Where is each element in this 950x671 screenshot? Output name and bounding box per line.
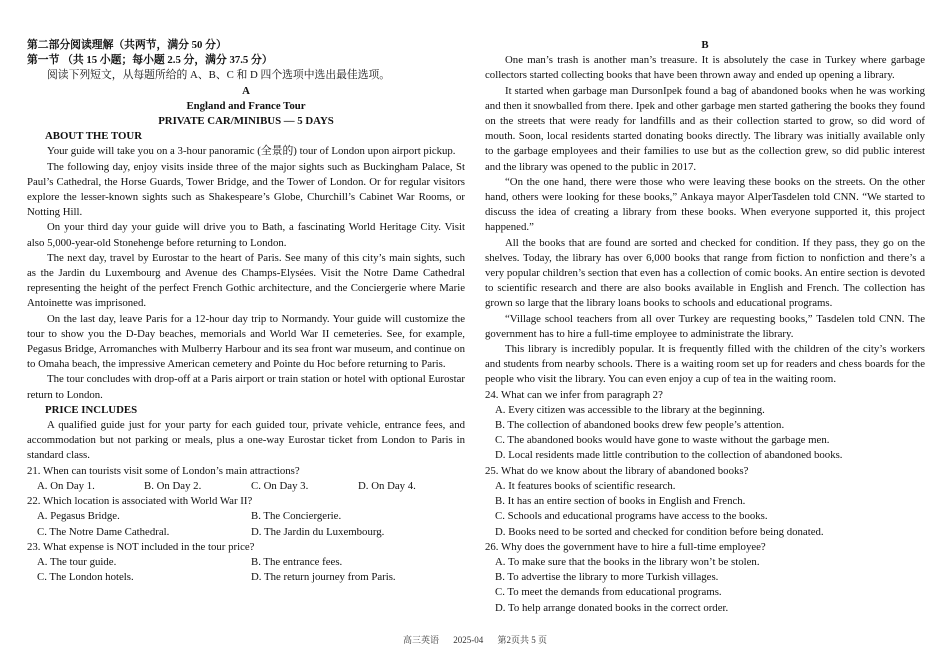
option[interactable]: C. Schools and educational programs have access to the books. <box>495 510 768 523</box>
footer-subject: 高三英语 <box>402 635 439 645</box>
option[interactable]: D. Books need to be sorted and checked for condition before being donated. <box>495 525 824 538</box>
option[interactable]: B. To advertise the library to more Turkish villages. <box>495 571 719 584</box>
footer-page: 第2页共 5 页 <box>497 635 548 645</box>
question-23-options-row2 <box>27 570 465 585</box>
option[interactable]: A. Pegasus Bridge. <box>37 510 120 523</box>
option[interactable]: D. On Day 4. <box>358 479 416 492</box>
question-22-options-row2 <box>27 525 465 540</box>
option[interactable]: D. The Jardin du Luxembourg. <box>251 525 385 538</box>
paragraph: The next day, travel by Eurostar to the heart of Paris. See many of this city’s main sights, such as the Jardin du Luxembourg and Avenue des Champs-Elysées. Visit the Notre Dame Cathedral representing the height of the perfect French Gothic architecture, and the Conciergerie where Marie Antoinette was imprisoned. <box>27 251 465 310</box>
option[interactable]: A. Every citizen was accessible to the library at the beginning. <box>495 403 765 416</box>
option[interactable]: A. It features books of scientific research. <box>495 479 676 492</box>
paragraph: “On the one hand, there were those who were leaving these books on the streets. On the other hand, others were looking for these books,” Ankaya mayor AlperTasdelen told CNN. “We started to discuss the idea of creating a library from these books. When everyone supported it, this project happened.” <box>485 175 925 234</box>
question-24: 24. What can we infer from paragraph 2? <box>485 388 663 401</box>
option[interactable]: B. It has an entire section of books in English and French. <box>495 495 746 508</box>
question-23-options-row1 <box>27 555 465 570</box>
left-column <box>27 38 465 585</box>
option[interactable]: B. The collection of abandoned books drew few people’s attention. <box>495 419 785 432</box>
passage-b-letter: B <box>701 39 709 51</box>
price-text: A qualified guide just for your party for each guided tour, private vehicle, entrance fees, and accommodation but not parking or meals, plus a one-way Eurostar ticket from London to Paris in standard class. <box>27 419 465 462</box>
paragraph: One man’s trash is another man’s treasure. It is absolutely the case in Turkey where garbage collectors started collecting books that have been thrown away and ended up opening a library. <box>485 54 925 82</box>
footer-date: 2025-04 <box>453 635 484 645</box>
question-25: 25. What do we know about the library of abandoned books? <box>485 464 749 477</box>
passage-a-title: England and France Tour <box>186 99 306 112</box>
question-21: 21. When can tourists visit some of London’s main attractions? <box>27 464 300 477</box>
option[interactable]: C. To meet the demands from educational programs. <box>495 586 722 599</box>
option[interactable]: D. To help arrange donated books in the correct order. <box>495 601 729 614</box>
question-21-options <box>27 479 465 494</box>
option[interactable]: B. On Day 2. <box>144 479 202 492</box>
option[interactable]: C. On Day 3. <box>251 479 309 492</box>
paragraph: It started when garbage man DursonIpek found a bag of abandoned books when he was working and then it snowballed from there. Ipek and other garbage men started gathering the books they found on the streets that were ready for landfills and as their collection started to grow, so did word of mouth. Soon, local residents started donating books directly. The library was initially available only to the garbage employees and their families to use but as the collection grew, so did public interest and the library was opened to the public in 2017. <box>485 84 925 173</box>
paragraph: “Village school teachers from all over Turkey are requesting books,” Tasdelen told CNN. The government has to hire a full-time employee to administrate the library. <box>485 312 925 340</box>
option[interactable]: B. The Conciergerie. <box>251 510 342 523</box>
instruction: 阅读下列短文，从每题所给的 A、B、C 和 D 四个选项中选出最佳选项。 <box>47 69 391 82</box>
passage-a-subtitle: PRIVATE CAR/MINIBUS — 5 DAYS <box>158 115 334 128</box>
option[interactable]: C. The Notre Dame Cathedral. <box>37 525 170 538</box>
question-26: 26. Why does the government have to hire a full-time employee? <box>485 540 766 553</box>
option[interactable]: C. The London hotels. <box>37 571 134 584</box>
price-heading: PRICE INCLUDES <box>45 403 138 416</box>
question-22-options-row1 <box>27 509 465 524</box>
paragraph: This library is incredibly popular. It is frequently filled with the children of the city’s workers and students from nearby schools. There is a waiting room set up for readers and chess boards for the people who visit the library. You can even enjoy a cup of tea in the waiting room. <box>485 343 925 386</box>
option[interactable]: A. The tour guide. <box>37 555 117 568</box>
paragraph: The following day, enjoy visits inside three of the major sights such as Buckingham Palace, St Paul’s Cathedral, the Horse Guards, Tower Bridge, and the Tower of London. Or for regular visitors explore the lesser-known sights such as Shakespeare’s Globe, Churchill’s Cabinet War Rooms, or Notting Hill. <box>27 160 465 219</box>
question-22: 22. Which location is associated with World War II? <box>27 495 253 508</box>
option[interactable]: A. On Day 1. <box>37 479 95 492</box>
option[interactable]: A. To make sure that the books in the library won’t be stolen. <box>495 555 760 568</box>
page-footer <box>0 633 950 646</box>
paragraph: On the last day, leave Paris for a 12-hour day trip to Normandy. Your guide will customize the tour to show you the D-Day beaches, memorials and World War II cemeteries. See, for example, Pegasus Bridge, Arromanches with Mulberry Harbour and its sea front war museum, and continue on to Omaha beach, the impressive American cemetery and Pointe du Hoc before returning to Paris. <box>27 312 465 371</box>
paragraph: The tour concludes with drop-off at a Paris airport or train station or hotel with optional Eurostar return to London. <box>27 373 465 401</box>
passage-a-letter: A <box>242 84 250 97</box>
right-column <box>485 38 925 616</box>
paragraph: All the books that are found are sorted and checked for condition. If they pass, they go on the shelves. Today, the library has over 6,000 books that range from fiction to nonfiction and there’s a very popular children’s section that even has a collection of comic books. An entire section is devoted to scientific research and there are also books available in English and French. The collection has grown so large that the library loans books to schools and educational programs. <box>485 236 925 310</box>
about-heading: ABOUT THE TOUR <box>45 130 143 143</box>
paragraph: On your third day your guide will drive you to Bath, a fascinating World Heritage City. Visit also 5,000-year-old Stonehenge before returning to London. <box>27 221 465 249</box>
option[interactable]: D. Local residents made little contribution to the collection of abandoned books. <box>495 449 843 462</box>
question-23: 23. What expense is NOT included in the tour price? <box>27 540 255 553</box>
option[interactable]: C. The abandoned books would have gone to waste without the garbage men. <box>495 434 830 447</box>
paragraph: Your guide will take you on a 3-hour panoramic (全景的) tour of London upon airport pickup. <box>47 145 456 158</box>
section-title: 第二部分阅读理解（共两节，满分 50 分） <box>27 39 227 51</box>
option[interactable]: D. The return journey from Paris. <box>251 571 396 584</box>
subsection-title: 第一节 （共 15 小题；每小题 2.5 分，满分 37.5 分） <box>27 54 273 67</box>
option[interactable]: B. The entrance fees. <box>251 555 343 568</box>
